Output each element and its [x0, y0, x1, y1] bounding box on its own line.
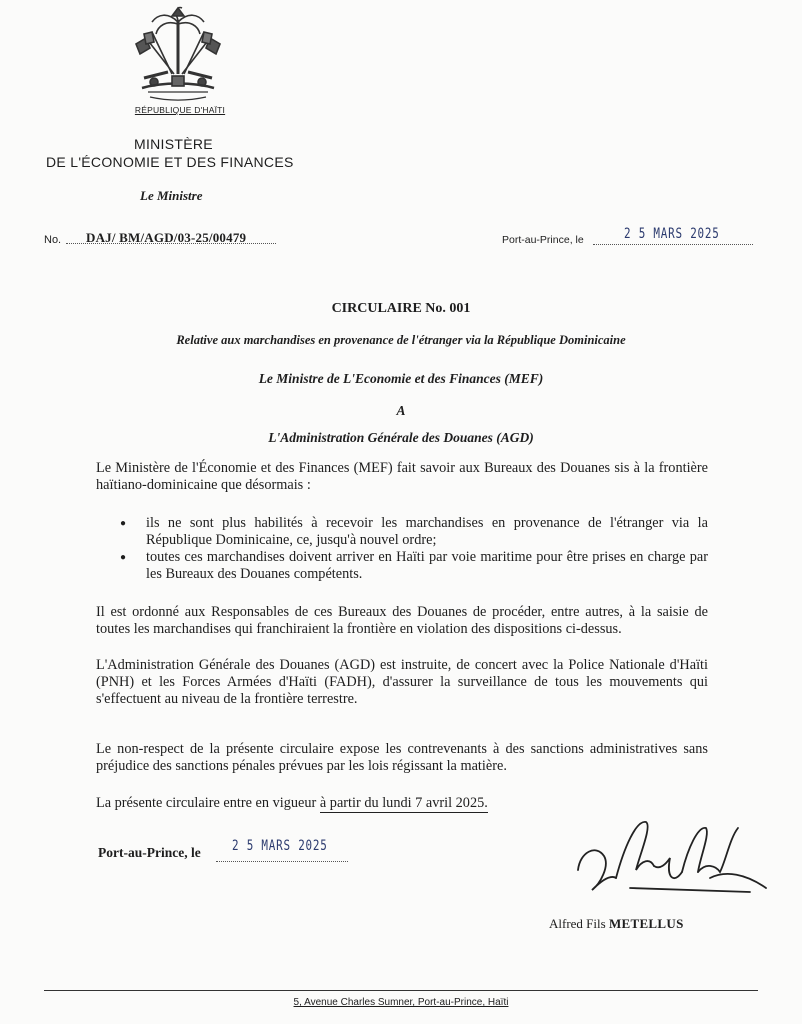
circular-subject: Relative aux marchandises en provenance de l'étranger via la République Dominicaine [176, 333, 626, 347]
list-item [120, 549, 708, 583]
bullet-icon: ● [120, 518, 127, 529]
effective-date-lead: La présente circulaire entre en vigueur [96, 795, 320, 811]
ministry-title-line1: MINISTÈRE [134, 136, 213, 152]
place-date-label: Port-au-Prince, le [502, 234, 584, 246]
effective-date-underlined: à partir du lundi 7 avril 2025. [319, 795, 488, 811]
reference-number: DAJ/ BM/AGD/03-25/00479 [86, 230, 247, 245]
signer-first-name: Alfred Fils [549, 916, 606, 931]
bullet-icon: ● [120, 552, 127, 563]
closing-date-stamp: 2 5 MARS 2025 [232, 838, 328, 854]
list-item-text: ils ne sont plus habilités à recevoir les marchandises en provenance de l'étranger via la République Dominicaine, ce, jusqu'à nouvel ordre; [146, 515, 708, 548]
footer-divider [44, 990, 758, 991]
paragraph-seizure-order: Il est ordonné aux Responsables de ces Bureaux des Douanes de procéder, entre autres, à la saisie de toutes les marchandises qui franchiraient la frontière en violation des dispositions ci-dessus. [96, 604, 708, 637]
signature-icon [570, 808, 775, 914]
coat-of-arms-icon [128, 4, 228, 106]
bullet-list [120, 515, 708, 583]
closing-place-label: Port-au-Prince, le [98, 845, 201, 860]
signer-last-name: METELLUS [608, 916, 684, 931]
recipient-line: L'Administration Générale des Douanes (AGD) [268, 430, 534, 445]
date-stamp: 2 5 MARS 2025 [624, 226, 720, 242]
paragraph-intro: Le Ministère de l'Économie et des Finances (MEF) fait savoir aux Bureaux des Douanes sis à la frontière haïtiano-dominicaine que désormais : [96, 460, 708, 493]
place-date-dotted-line [593, 244, 753, 245]
addressed-to-marker: A [396, 403, 406, 418]
list-item [120, 515, 708, 549]
paragraph-sanctions: Le non-respect de la présente circulaire expose les contrevenants à des sanctions administratives sans préjudice des sanctions pénales prévues par les lois régissant la matière. [96, 741, 708, 774]
sender-line: Le Ministre de L'Economie et des Finances (MEF) [258, 371, 544, 386]
signer-name [549, 916, 684, 932]
paragraph-border-surveillance: L'Administration Générale des Douanes (AGD) est instruite, de concert avec la Police Nationale d'Haïti (PNH) et les Forces Armées d'Haïti (FADH), d'assurer la surveillance de tous les mouvements qui s'effectuent au niveau de la frontière terrestre. [96, 657, 708, 707]
reference-label: No. [44, 234, 62, 246]
footer-address: 5, Avenue Charles Sumner, Port-au-Prince, Haïti [293, 997, 509, 1008]
closing-dotted-line [216, 861, 348, 862]
republic-label: RÉPUBLIQUE D'HAÏTI [134, 105, 226, 115]
ministry-title-line2: DE L'ÉCONOMIE ET DES FINANCES [46, 154, 294, 170]
list-item-text: toutes ces marchandises doivent arriver en Haïti par voie maritime pour être prises en charge par les Bureaux des Douanes compétents. [146, 549, 708, 582]
circular-title: CIRCULAIRE No. 001 [331, 301, 471, 316]
office-label: Le Ministre [140, 188, 203, 203]
